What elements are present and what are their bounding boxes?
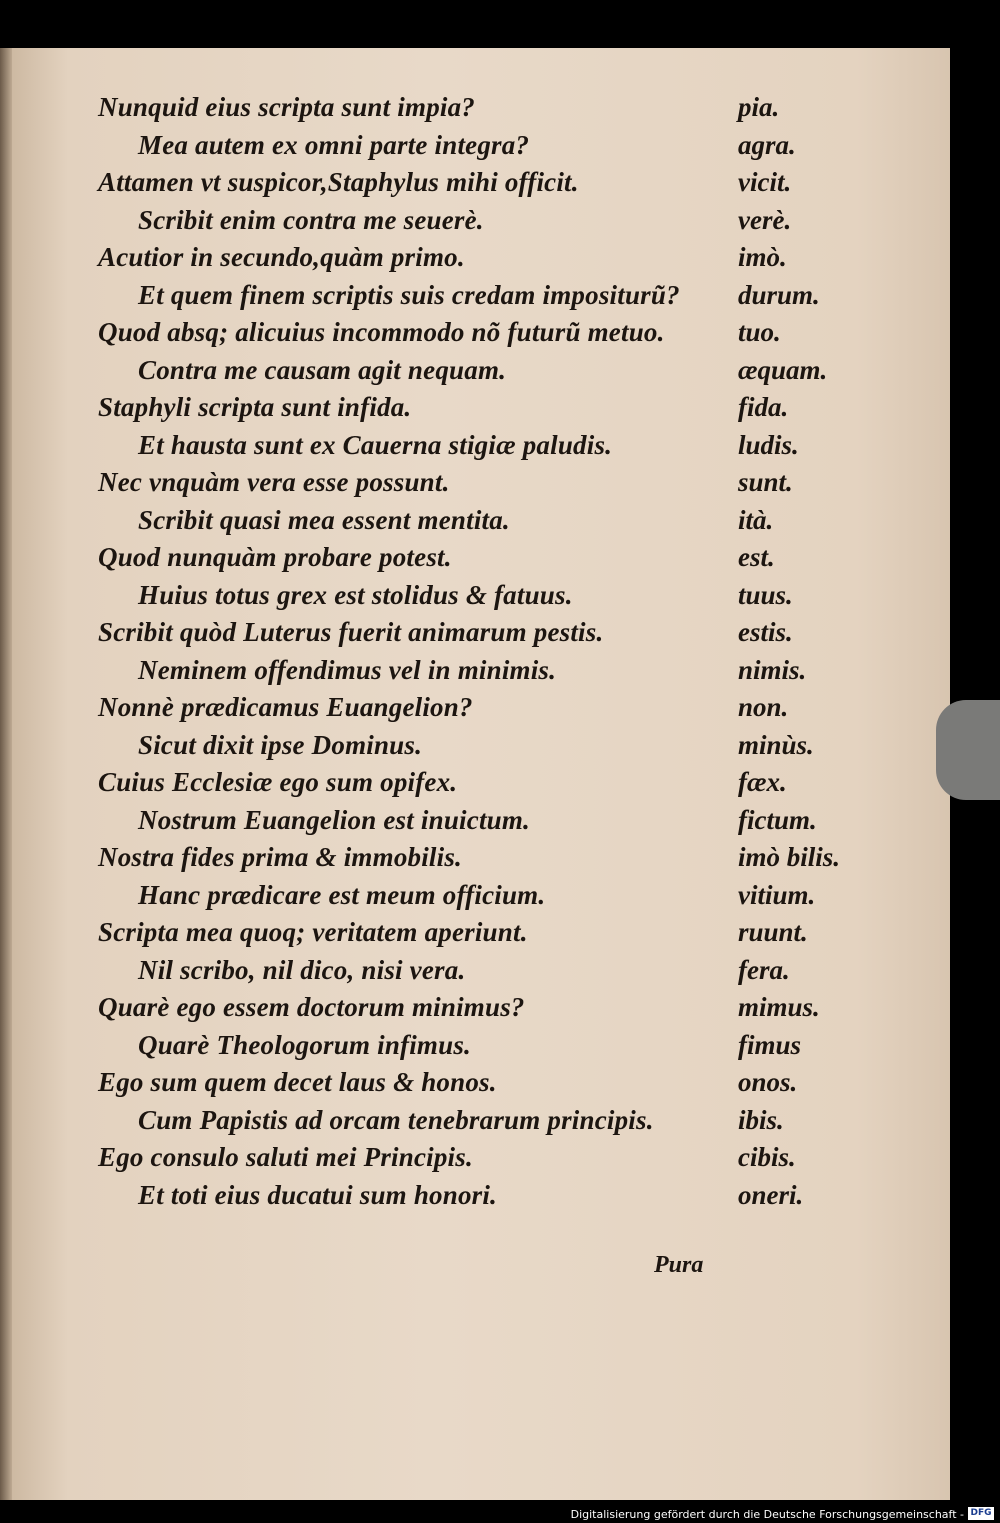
verse-rhyme: ludis. <box>738 429 799 460</box>
verse-rhyme: imò. <box>738 242 787 272</box>
verse-row <box>98 242 868 280</box>
verse-row <box>98 880 868 918</box>
verse-row <box>98 580 868 618</box>
verse-row <box>98 1180 868 1218</box>
verse-rhyme: vitium. <box>738 879 816 910</box>
verse-line: Quod nunquàm probare potest. <box>98 542 452 572</box>
verse-line: Nec vnquàm vera esse possunt. <box>98 467 450 497</box>
verse-row <box>98 730 868 768</box>
verse-row <box>98 1142 868 1180</box>
verse-line: Quarè Theologorum infimus. <box>138 1029 472 1060</box>
verse-rhyme: agra. <box>738 129 796 160</box>
verse-rhyme: verè. <box>738 204 792 235</box>
verse-row <box>98 917 868 955</box>
verse-rhyme: fera. <box>738 954 790 985</box>
verse-line: Huius totus grex est stolidus & fatuus. <box>138 579 573 610</box>
verse-row <box>98 1105 868 1143</box>
verse-row <box>98 542 868 580</box>
verse-rhyme: vicit. <box>738 167 792 197</box>
verse-row <box>98 467 868 505</box>
verse-line: Scripta mea quoq; veritatem aperiunt. <box>98 917 528 947</box>
verse-line: Quarè ego essem doctorum minimus? <box>98 992 525 1022</box>
verse-line: Ego consulo saluti mei Principis. <box>98 1142 473 1172</box>
verse-line: Neminem offendimus vel in minimis. <box>138 654 557 685</box>
footer-credit: Digitalisierung gefördert durch die Deutsche Forschungsgemeinschaft - <box>570 1508 964 1521</box>
verse-line: Cum Papistis ad orcam tenebrarum principis. <box>138 1104 654 1135</box>
verse-line: Attamen vt suspicor,Staphylus mihi officit. <box>98 167 579 197</box>
verse-row <box>98 617 868 655</box>
verse-row <box>98 355 868 393</box>
verse-rhyme: fida. <box>738 392 789 422</box>
verse-row <box>98 842 868 880</box>
verse-row <box>98 955 868 993</box>
verse-rhyme: mimus. <box>738 992 820 1022</box>
verse-rhyme: ità. <box>738 504 774 535</box>
verse-rhyme: tuus. <box>738 579 793 610</box>
verse-rhyme: non. <box>738 692 789 722</box>
dfg-logo: DFG <box>968 1507 994 1520</box>
verse-line: Contra me causam agit nequam. <box>138 354 507 385</box>
verse-row <box>98 92 868 130</box>
page-clip <box>936 700 1000 800</box>
verse-rhyme: cibis. <box>738 1142 796 1172</box>
verse-line: Hanc prædicare est meum officium. <box>138 879 546 910</box>
verse-rhyme: pia. <box>738 92 780 122</box>
verse-row <box>98 992 868 1030</box>
verse-line: Scribit enim contra me seuerè. <box>138 204 484 235</box>
verse-row <box>98 1030 868 1068</box>
verse-rhyme: fimus <box>738 1029 802 1060</box>
verse-rhyme: durum. <box>738 279 820 310</box>
verse-row <box>98 505 868 543</box>
verse-row <box>98 130 868 168</box>
verse-rhyme: fictum. <box>738 804 817 835</box>
verse-line: Nonnè prædicamus Euangelion? <box>98 692 473 722</box>
verse-line: Et hausta sunt ex Cauerna stigiæ paludis. <box>138 429 613 460</box>
verse-row <box>98 392 868 430</box>
verse-rhyme: ibis. <box>738 1104 784 1135</box>
verse-line: Nostra fides prima & immobilis. <box>98 842 462 872</box>
verse-line: Nostrum Euangelion est inuictum. <box>138 804 531 835</box>
verse-row <box>98 805 868 843</box>
verse-row <box>98 692 868 730</box>
verse-rhyme: estis. <box>738 617 793 647</box>
verse-row <box>98 430 868 468</box>
verse-line: Sicut dixit ipse Dominus. <box>138 729 423 760</box>
verse-row <box>98 1067 868 1105</box>
verse-row <box>98 317 868 355</box>
verse-row <box>98 767 868 805</box>
verse-line: Nunquid eius scripta sunt impia? <box>98 92 476 122</box>
verse-line: Quod absq; alicuius incommodo nõ futurũ metuo. <box>98 317 665 347</box>
verse-rhyme: oneri. <box>738 1179 804 1210</box>
verse-row <box>98 167 868 205</box>
catchword: Pura <box>654 1252 704 1278</box>
verse-line: Nil scribo, nil dico, nisi vera. <box>138 954 466 985</box>
verse-line: Et quem finem scriptis suis credam impositurũ? <box>138 279 680 310</box>
verse-row <box>98 280 868 318</box>
verse-rhyme: minùs. <box>738 729 814 760</box>
verse-rhyme: sunt. <box>738 467 793 497</box>
verse-rhyme: nimis. <box>738 654 807 685</box>
verse-line: Mea autem ex omni parte integra? <box>138 129 530 160</box>
verse-rhyme: est. <box>738 542 775 572</box>
verse-line: Cuius Ecclesiæ ego sum opifex. <box>98 767 458 797</box>
verse-rhyme: imò bilis. <box>738 842 841 872</box>
verse-row <box>98 655 868 693</box>
verse-line: Scribit quòd Luterus fuerit animarum pestis. <box>98 617 604 647</box>
verse-line: Staphyli scripta sunt infida. <box>98 392 412 422</box>
verse-rhyme: fæx. <box>738 767 787 797</box>
verse-list <box>98 92 868 1217</box>
verse-rhyme: ruunt. <box>738 917 808 947</box>
verse-rhyme: tuo. <box>738 317 781 347</box>
verse-row <box>98 205 868 243</box>
verse-line: Et toti eius ducatui sum honori. <box>138 1179 498 1210</box>
verse-rhyme: onos. <box>738 1067 798 1097</box>
verse-line: Ego sum quem decet laus & honos. <box>98 1067 497 1097</box>
verse-line: Acutior in secundo,quàm primo. <box>98 242 465 272</box>
verse-rhyme: æquam. <box>738 354 828 385</box>
verse-line: Scribit quasi mea essent mentita. <box>138 504 510 535</box>
